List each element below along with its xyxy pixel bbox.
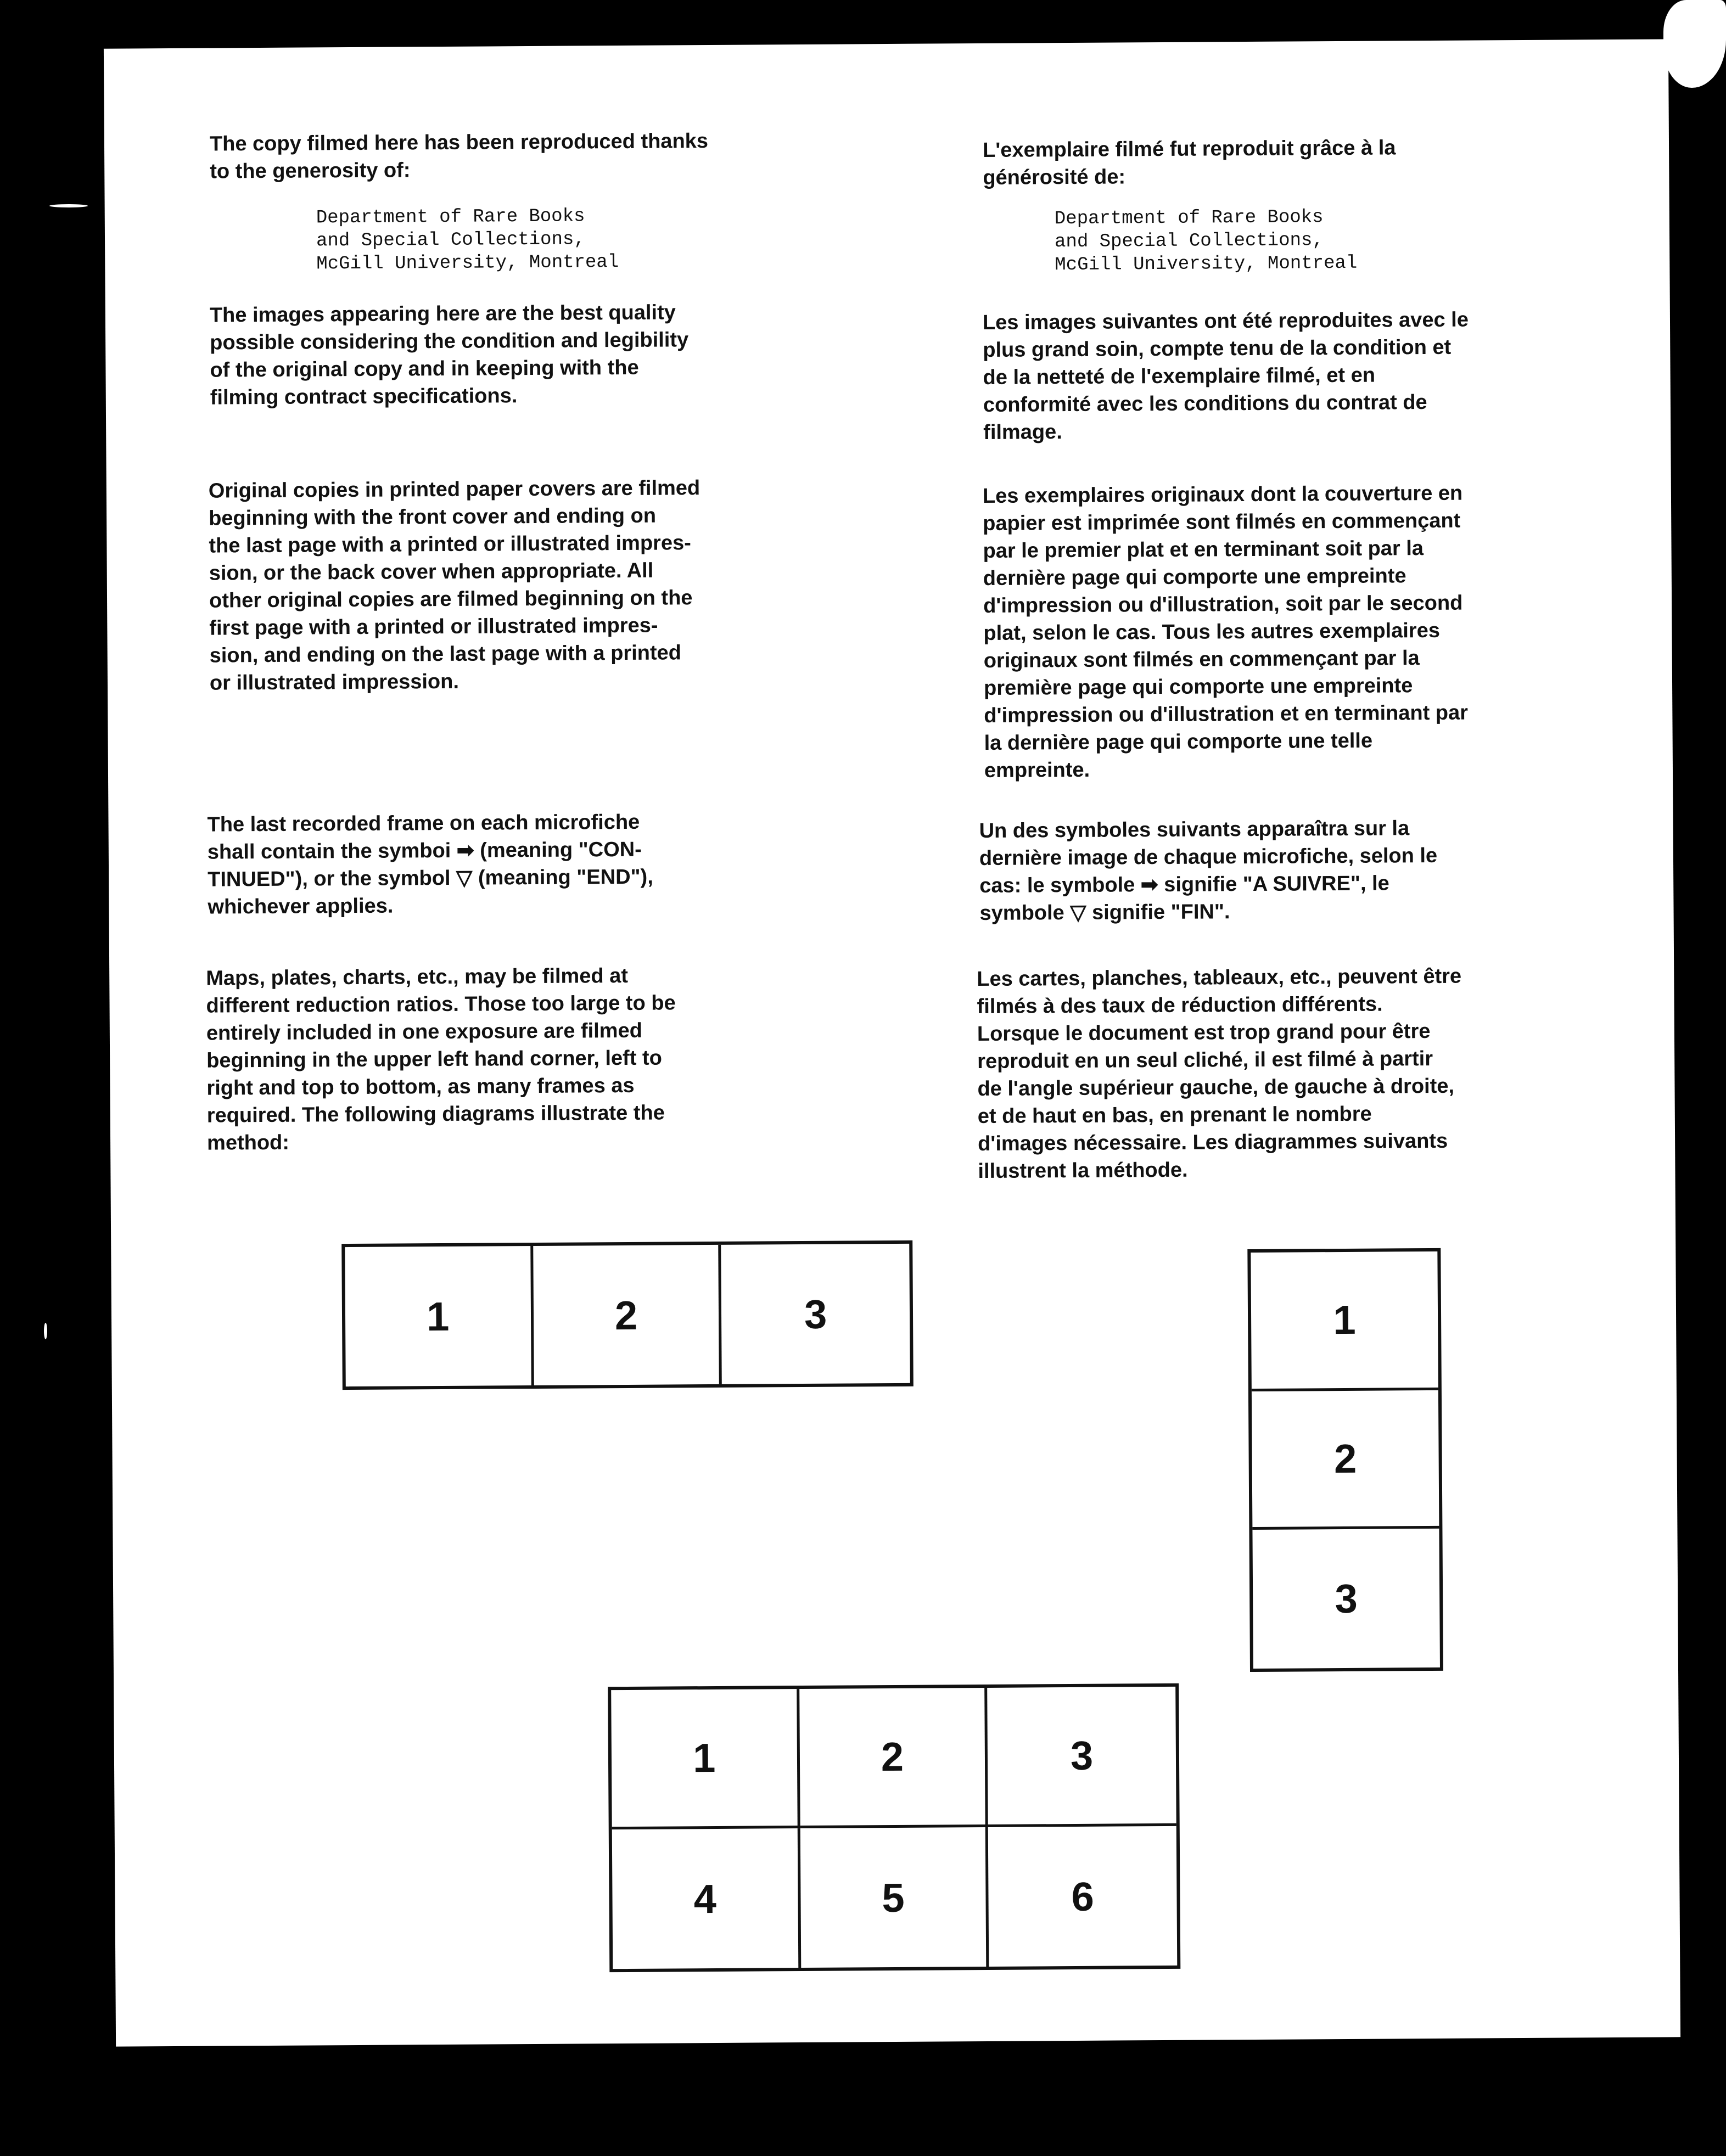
frame-cell: 2 xyxy=(533,1245,722,1385)
english-originals-text: Original copies in printed paper covers are filmed beginning with the front cover and ending on the last page with a printed or illustrated impres- sion, or the back cover when appropriate. All other original copies are filmed beginning on the first page with a printed or illustrated impres- sion, and ending on the last page with a printed or illustrated impression. xyxy=(208,476,701,695)
frame-cell: 1 xyxy=(345,1246,534,1386)
scan-speck xyxy=(49,204,88,207)
frame-cell: 1 xyxy=(1251,1251,1438,1391)
french-quality-text: Les images suivantes ont été reproduites avec le plus grand soin, compte tenu de la condition et de la netteté de l'exemplaire filmé, et en conformité avec les conditions du contrat de filmage. xyxy=(982,308,1469,444)
scan-speck xyxy=(44,1323,47,1339)
frame-cell: 1 xyxy=(611,1689,800,1829)
french-maps-text: Les cartes, planches, tableaux, etc., peuvent être filmés à des taux de réduction différents. Lorsque le document est trop grand pour être reproduit en un seul cliché, il est filmé à partir de l'angle supérieur gauche, de gauche à droite, et de haut en bas, en prenant le nombre d'images nécessaire. Les diagrammes suivants illustrent la méthode. xyxy=(977,964,1462,1183)
french-institution-text: Department of Rare Books and Special Collections, McGill University, Montreal xyxy=(1054,207,1358,276)
frame-cell: 3 xyxy=(988,1687,1176,1827)
diagram-horizontal-frames xyxy=(341,1240,914,1390)
english-institution-text: Department of Rare Books and Special Collections, McGill University, Montreal xyxy=(316,206,619,275)
frame-cell: 6 xyxy=(1071,1873,1094,1919)
french-symbols-text: Un des symboles suivants apparaîtra sur la dernière image de chaque microfiche, selon le cas: le symbole ➡ signifie "A SUIVRE", le symbole ▽ signifie "FIN". xyxy=(979,817,1438,925)
scan-speck xyxy=(1318,1981,1322,1986)
english-maps-text: Maps, plates, charts, etc., may be filmed at different reduction ratios. Those too large to be entirely included in one exposure are filmed beginning in the upper left hand corner, left to right and top to bottom, as many frames as required. The following diagrams illustrate the method: xyxy=(206,964,676,1155)
diagram-grid-frames xyxy=(608,1683,1180,1972)
frame-cell: 2 xyxy=(799,1688,988,1828)
frame-cell: 4 xyxy=(612,1828,801,1969)
english-thanks-text: The copy filmed here has been reproduced thanks to the generosity of: xyxy=(209,130,709,183)
french-thanks-text: L'exemplaire filmé fut reproduit grâce à la générosité de: xyxy=(982,136,1396,189)
frame-cell: 3 xyxy=(804,1291,827,1337)
scan-speck xyxy=(1663,0,1726,88)
frame-cell: 5 xyxy=(800,1827,989,1968)
frame-cell: 3 xyxy=(1335,1575,1358,1622)
french-originals-text: Les exemplaires originaux dont la couverture en papier est imprimée sont filmés en commençant par le premier plat et en terminant soit par la dernière page qui comporte une empreinte d'impression ou d'illustration, soit par le second plat, selon le cas. Tous les autres exemplaires originaux sont filmés en commençant par la première page qui comporte une empreinte d'impression ou d'illustration et en terminant par la dernière page qui comporte une telle empreinte. xyxy=(982,481,1469,782)
diagram-vertical-frames xyxy=(1247,1248,1443,1672)
frame-cell: 2 xyxy=(1252,1390,1439,1530)
english-symbols-text: The last recorded frame on each microfiche shall contain the symboi ➡ (meaning "CON- TINUED"), or the symbol ▽ (meaning "END"), whichever applies. xyxy=(207,810,653,919)
document-page xyxy=(104,39,1680,2046)
english-quality-text: The images appearing here are the best quality possible considering the condition and legibility of the original copy and in keeping with the filming contract specifications. xyxy=(209,301,689,409)
